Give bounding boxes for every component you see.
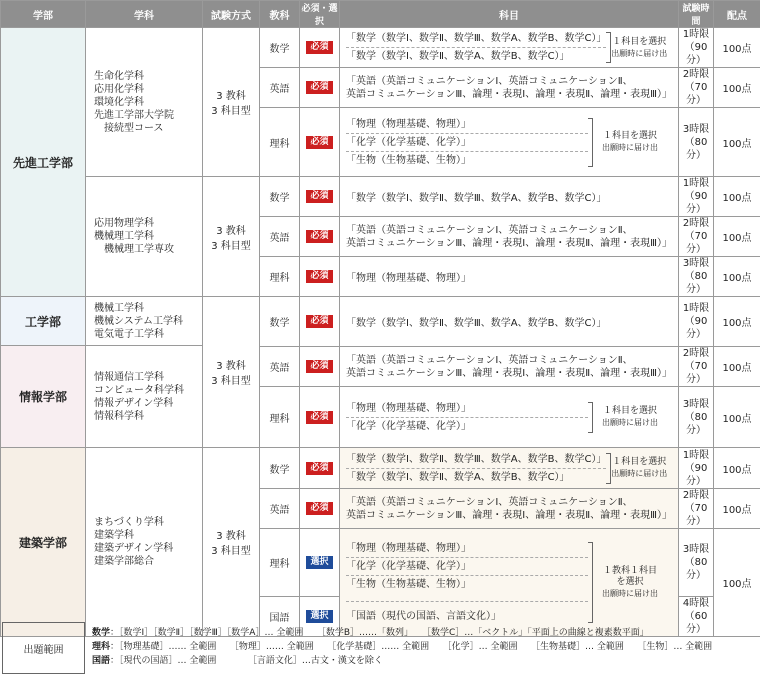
table-row xyxy=(1,28,760,68)
note-text: 出願時に届け出 xyxy=(588,588,672,599)
req-cell xyxy=(300,108,340,177)
time-line: （90分） xyxy=(679,41,713,67)
header-department: 学科 xyxy=(86,1,203,28)
subject-item: 「数学（数学Ⅰ、数学Ⅱ、数学Ⅲ、数学A、数学B、数学C）」 xyxy=(346,314,672,329)
time-cell xyxy=(679,68,714,108)
time-line: 1時限 xyxy=(679,177,713,190)
dept-item: 先進工学部大学院 xyxy=(94,109,202,122)
subject-english: 英語 xyxy=(260,347,300,387)
faculty-sentan: 先進工学部 xyxy=(1,28,86,297)
subject-english: 英語 xyxy=(260,217,300,257)
range-text-japanese: ：［現代の国語］… 全範囲 ［言語文化］…古文・漢文を除く xyxy=(110,656,383,666)
subject-item: 「物理（物理基礎、物理）」 xyxy=(346,540,588,558)
subject-item: 英語コミュニケーションⅢ、論理・表現Ⅰ、論理・表現Ⅱ、論理・表現Ⅲ）」 xyxy=(346,88,672,101)
dept-list xyxy=(86,28,203,177)
exam-range-label: 出題範囲 xyxy=(2,622,85,674)
subject-item: 「英語（英語コミュニケーションⅠ、英語コミュニケーションⅡ、 xyxy=(346,75,672,88)
subject-item: 「数学（数学Ⅰ、数学Ⅱ、数学Ⅲ、数学A、数学B、数学C）」 xyxy=(346,451,606,469)
subject-item: 「化学（化学基礎、化学）」 xyxy=(346,134,588,152)
required-badge: 必須 xyxy=(306,270,332,283)
subject-content xyxy=(340,257,679,297)
note-text: 出願時に届け出 xyxy=(588,417,672,428)
dept-item: 生命化学科 xyxy=(94,70,202,83)
select-note xyxy=(588,400,672,435)
subject-item: 「数学（数学Ⅰ、数学Ⅱ、数学A、数学B、数学C）」 xyxy=(346,48,606,65)
faculty-joho: 情報学部 xyxy=(1,346,86,448)
subject-math: 数学 xyxy=(260,448,300,489)
exam-type xyxy=(203,448,260,637)
dept-list xyxy=(86,346,203,448)
subject-item: 「物理（物理基礎、物理）」 xyxy=(346,269,672,284)
req-cell xyxy=(300,217,340,257)
dept-item: 環境化学科 xyxy=(94,96,202,109)
exam-type xyxy=(203,177,260,297)
time-line: （70分） xyxy=(679,502,713,528)
required-badge: 必須 xyxy=(306,462,332,475)
dept-item: 情報科学科 xyxy=(94,410,202,423)
subject-item: 「数学（数学Ⅰ、数学Ⅱ、数学A、数学B、数学C）」 xyxy=(346,469,606,486)
time-line: 3時限 xyxy=(679,123,713,136)
required-badge: 必須 xyxy=(306,41,332,54)
time-cell xyxy=(679,448,714,489)
exam-type xyxy=(203,28,260,177)
exam-type-line: 3 科目型 xyxy=(203,542,259,557)
time-line: 1時限 xyxy=(679,28,713,41)
time-line: （70分） xyxy=(679,81,713,107)
time-line: 2時限 xyxy=(679,347,713,360)
subject-item: 「英語（英語コミュニケーションⅠ、英語コミュニケーションⅡ、 xyxy=(346,354,672,367)
range-row-science xyxy=(92,640,712,654)
exam-range-rows xyxy=(92,626,712,668)
subject-item: 「英語（英語コミュニケーションⅠ、英語コミュニケーションⅡ、 xyxy=(346,224,672,237)
header-points: 配点 xyxy=(714,1,760,28)
subject-item: 「数学（数学Ⅰ、数学Ⅱ、数学Ⅲ、数学A、数学B、数学C）」 xyxy=(346,30,606,48)
time-line: （80分） xyxy=(679,136,713,162)
points-cell: 100点 xyxy=(714,529,760,637)
select-note xyxy=(606,451,672,486)
subject-japanese: 国語 xyxy=(260,597,300,637)
subject-item: 「生物（生物基礎、生物）」 xyxy=(346,576,588,602)
faculty-kenchiku: 建築学部 xyxy=(1,448,86,637)
sel-cell xyxy=(300,529,340,597)
time-line: 3時限 xyxy=(679,543,713,556)
subject-item: 「生物（生物基礎、生物）」 xyxy=(346,152,588,169)
header-faculty: 学部 xyxy=(1,1,86,28)
points-cell: 100点 xyxy=(714,217,760,257)
exam-type-line: 3 科目型 xyxy=(203,102,259,117)
subject-science: 理科 xyxy=(260,387,300,448)
time-cell xyxy=(679,529,714,597)
subject-content xyxy=(340,448,679,489)
note-text: 出願時に届け出 xyxy=(606,468,672,479)
range-label-japanese: 国語 xyxy=(92,656,110,666)
subject-content xyxy=(340,387,679,448)
exam-type-line: 3 教科 xyxy=(203,527,259,542)
time-cell xyxy=(679,217,714,257)
time-line: 2時限 xyxy=(679,68,713,81)
note-text: 出願時に届け出 xyxy=(588,142,672,153)
required-badge: 必須 xyxy=(306,360,332,373)
req-cell xyxy=(300,177,340,217)
select-note xyxy=(606,30,672,65)
header-exam-type: 試験方式 xyxy=(203,1,260,28)
subject-item: 「物理（物理基礎、物理）」 xyxy=(346,116,588,134)
subject-science: 理科 xyxy=(260,529,300,597)
points-cell: 100点 xyxy=(714,28,760,68)
note-text: １科目を選択 xyxy=(606,457,672,468)
faculty-kogaku: 工学部 xyxy=(1,297,86,346)
points-cell: 100点 xyxy=(714,448,760,489)
points-cell: 100点 xyxy=(714,347,760,387)
time-cell xyxy=(679,347,714,387)
time-cell xyxy=(679,297,714,347)
req-cell xyxy=(300,68,340,108)
points-cell: 100点 xyxy=(714,387,760,448)
dept-item: 建築学科 xyxy=(94,529,202,542)
exam-type-line: 3 教科 xyxy=(203,87,259,102)
subject-math: 数学 xyxy=(260,177,300,217)
time-line: （60分） xyxy=(679,610,713,636)
req-cell xyxy=(300,297,340,347)
exam-range-section xyxy=(0,622,760,673)
time-line: 3時限 xyxy=(679,398,713,411)
time-line: （70分） xyxy=(679,360,713,386)
points-cell: 100点 xyxy=(714,297,760,347)
time-line: （80分） xyxy=(679,270,713,296)
subject-science: 理科 xyxy=(260,108,300,177)
select-note xyxy=(588,540,672,625)
subject-english: 英語 xyxy=(260,68,300,108)
req-cell xyxy=(300,347,340,387)
required-badge: 必須 xyxy=(306,411,332,424)
dept-list xyxy=(86,297,203,346)
table-row xyxy=(1,448,760,489)
dept-item: 機械システム工学科 xyxy=(94,315,202,328)
time-line: 1時限 xyxy=(679,449,713,462)
req-cell xyxy=(300,448,340,489)
subject-content xyxy=(340,177,679,217)
note-text: １科目を選択 xyxy=(588,406,672,417)
points-cell: 100点 xyxy=(714,177,760,217)
subject-content xyxy=(340,217,679,257)
time-cell xyxy=(679,28,714,68)
subject-item: 英語コミュニケーションⅢ、論理・表現Ⅰ、論理・表現Ⅱ、論理・表現Ⅲ）」 xyxy=(346,509,672,522)
points-cell: 100点 xyxy=(714,489,760,529)
exam-type-line: 3 科目型 xyxy=(203,372,259,387)
req-cell xyxy=(300,28,340,68)
header-subject: 科目 xyxy=(340,1,679,28)
dept-list xyxy=(86,177,203,297)
subject-item: 英語コミュニケーションⅢ、論理・表現Ⅰ、論理・表現Ⅱ、論理・表現Ⅲ）」 xyxy=(346,237,672,250)
select-note xyxy=(588,116,672,169)
header-time: 試験時間 xyxy=(679,1,714,28)
exam-type xyxy=(203,297,260,448)
time-line: （80分） xyxy=(679,556,713,582)
time-line: （80分） xyxy=(679,411,713,437)
note-text: １科目を選択 xyxy=(606,37,672,48)
req-cell xyxy=(300,489,340,529)
time-cell xyxy=(679,177,714,217)
range-label-math: 数学 xyxy=(92,628,110,638)
dept-item: 機械工学科 xyxy=(94,302,202,315)
table-row xyxy=(1,297,760,346)
note-text: １科目を選択 xyxy=(588,131,672,142)
selective-badge: 選択 xyxy=(306,610,332,623)
time-line: （90分） xyxy=(679,190,713,216)
subject-item: 「化学（化学基礎、化学）」 xyxy=(346,558,588,576)
dept-item: 情報デザイン学科 xyxy=(94,397,202,410)
time-cell xyxy=(679,387,714,448)
dept-item: 情報通信工学科 xyxy=(94,371,202,384)
subject-math: 数学 xyxy=(260,28,300,68)
subject-content xyxy=(340,347,679,387)
time-line: （70分） xyxy=(679,230,713,256)
time-cell xyxy=(679,489,714,529)
time-line: 3時限 xyxy=(679,257,713,270)
range-row-math xyxy=(92,626,712,640)
range-row-japanese xyxy=(92,654,712,668)
time-line: （90分） xyxy=(679,315,713,341)
dept-item: コンピュータ科学科 xyxy=(94,384,202,397)
exam-type-line: 3 科目型 xyxy=(203,237,259,252)
dept-item: 応用物理学科 xyxy=(94,217,202,230)
header-req-sel: 必須・選択 xyxy=(300,1,340,28)
subject-content xyxy=(340,68,679,108)
exam-type-line: 3 教科 xyxy=(203,222,259,237)
subject-science: 理科 xyxy=(260,257,300,297)
subject-item: 「数学（数学Ⅰ、数学Ⅱ、数学Ⅲ、数学A、数学B、数学C）」 xyxy=(346,189,672,204)
subject-content xyxy=(340,108,679,177)
dept-item: 応用化学科 xyxy=(94,83,202,96)
subject-content xyxy=(340,297,679,347)
subject-item: 「英語（英語コミュニケーションⅠ、英語コミュニケーションⅡ、 xyxy=(346,496,672,509)
note-text: を選択 xyxy=(588,577,672,588)
dept-item: 建築学部総合 xyxy=(94,555,202,568)
required-badge: 必須 xyxy=(306,136,332,149)
req-cell xyxy=(300,387,340,448)
dept-item: 電気電子工学科 xyxy=(94,328,202,341)
subject-item: 「物理（物理基礎、物理）」 xyxy=(346,400,588,418)
req-cell xyxy=(300,257,340,297)
dept-list xyxy=(86,448,203,637)
points-cell: 100点 xyxy=(714,68,760,108)
header-subject-group: 教科 xyxy=(260,1,300,28)
required-badge: 必須 xyxy=(306,230,332,243)
time-line: 1時限 xyxy=(679,302,713,315)
subject-item: 英語コミュニケーションⅢ、論理・表現Ⅰ、論理・表現Ⅱ、論理・表現Ⅲ）」 xyxy=(346,367,672,380)
time-cell xyxy=(679,257,714,297)
time-line: 4時限 xyxy=(679,597,713,610)
range-label-science: 理科 xyxy=(92,642,110,652)
subject-content xyxy=(340,529,679,637)
required-badge: 必須 xyxy=(306,502,332,515)
points-cell: 100点 xyxy=(714,108,760,177)
subject-item: 「化学（化学基礎、化学）」 xyxy=(346,418,588,435)
subject-content xyxy=(340,28,679,68)
range-text-math: ：［数学Ⅰ］［数学Ⅱ］［数学Ⅲ］［数学A］… 全範囲 ［数学B］……「数列」 ［数学C］…「ベクトル」「平面上の曲線と複素数平面」 xyxy=(110,628,649,638)
note-text: 出願時に届け出 xyxy=(606,48,672,59)
table-row xyxy=(1,177,760,217)
dept-item: 機械理工学科 xyxy=(94,230,202,243)
time-line: （90分） xyxy=(679,462,713,488)
required-badge: 必須 xyxy=(306,190,332,203)
dept-item: まちづくり学科 xyxy=(94,516,202,529)
dept-item: 建築デザイン学科 xyxy=(94,542,202,555)
required-badge: 必須 xyxy=(306,81,332,94)
note-text: １教科１科目 xyxy=(588,566,672,577)
time-cell xyxy=(679,108,714,177)
subject-math: 数学 xyxy=(260,297,300,347)
range-text-science: ：［物理基礎］…… 全範囲 ［物理］…… 全範囲 ［化学基礎］…… 全範囲 ［化学］… 全範囲 ［生物基礎］… 全範囲 ［生物］… 全範囲 xyxy=(110,642,712,652)
required-badge: 必須 xyxy=(306,315,332,328)
header-row xyxy=(1,1,760,28)
dept-item: 機械理工学専攻 xyxy=(94,243,202,256)
subject-item: 「国語（現代の国語、言語文化）」 xyxy=(346,602,588,625)
points-cell: 100点 xyxy=(714,257,760,297)
selective-badge: 選択 xyxy=(306,556,332,569)
exam-type-line: 3 教科 xyxy=(203,357,259,372)
subject-english: 英語 xyxy=(260,489,300,529)
dept-item: 接続型コース xyxy=(94,122,202,135)
subject-content xyxy=(340,489,679,529)
time-line: 2時限 xyxy=(679,217,713,230)
time-line: 2時限 xyxy=(679,489,713,502)
